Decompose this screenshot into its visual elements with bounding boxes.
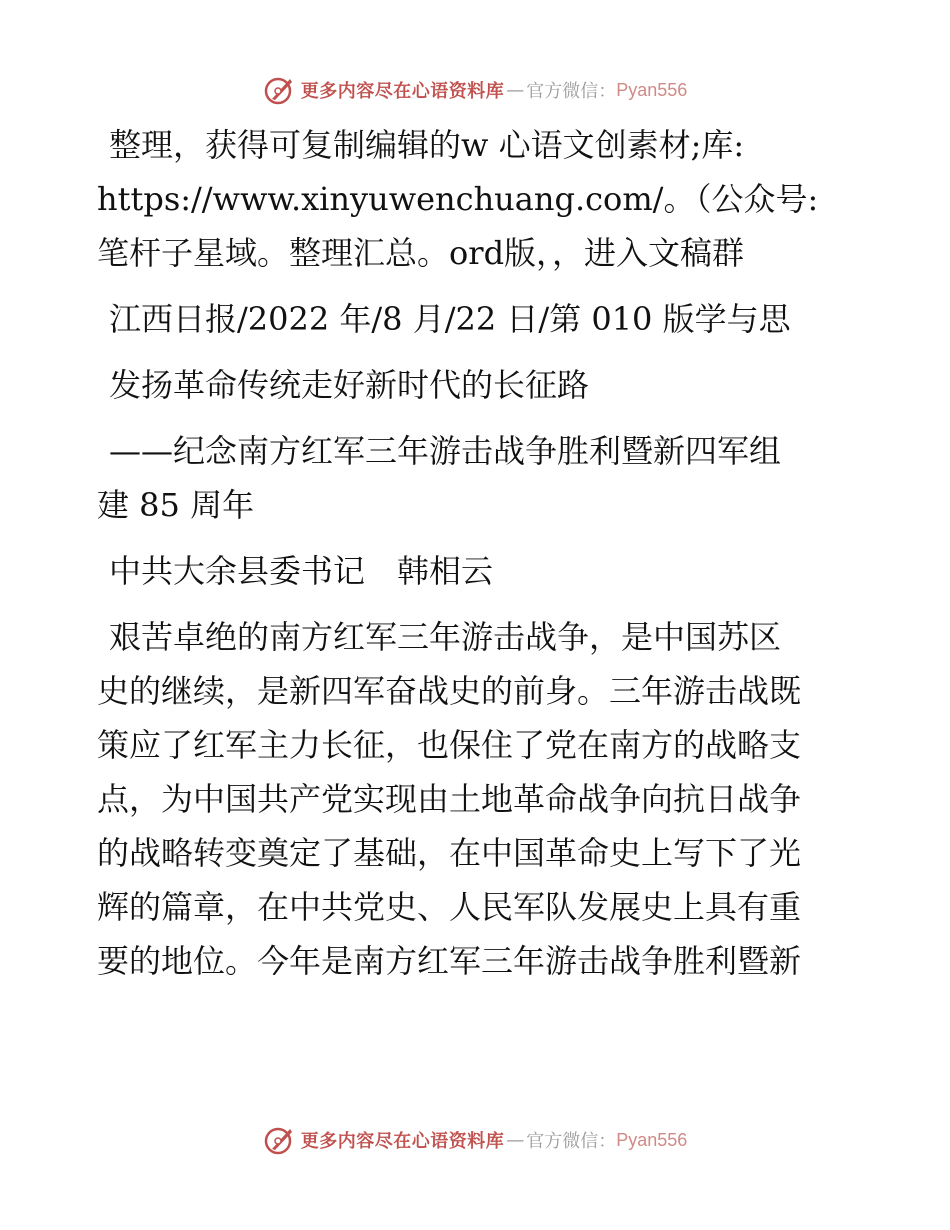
body-line: 点，为中国共产党实现由土地革命战争向抗日战争 (97, 780, 802, 818)
article-title: 发扬革命传统走好新时代的长征路 (109, 366, 590, 404)
banner-separator: — (506, 1129, 525, 1151)
body-line: 辉的篇章，在中共党史、人民军队发展史上具有重 (97, 888, 802, 926)
banner-official-label: 官方微信： (526, 1131, 617, 1152)
source-line: 江西日报/2022 年/8 月/22 日/第 010 版学与思 (109, 300, 791, 338)
intro-line: https://www.xinyuwenchuang.com/。（公众号: (97, 180, 819, 218)
body-line: 要的地位。今年是南方红军三年游击战争胜利暨新 (97, 942, 802, 980)
banner-brand-text: 更多内容尽在心语资料库 (300, 1131, 505, 1152)
author-line: 中共大余县委书记 韩相云 (109, 552, 494, 590)
header-banner (0, 70, 950, 110)
body-line: 史的继续，是新四军奋战史的前身。三年游击战既 (97, 672, 802, 710)
quill-pen-circle-icon (263, 73, 297, 107)
quill-pen-circle-icon (263, 1123, 297, 1157)
body-line: 艰苦卓绝的南方红军三年游击战争，是中国苏区 (109, 618, 782, 656)
document-body (97, 118, 867, 988)
banner-wechat-id: Pyan556 (616, 79, 688, 100)
intro-line: 笔杆子星域。整理汇总。ord版，，进入文稿群 (97, 234, 745, 272)
intro-line: 整理，获得可复制编辑的w 心语文创素材;库: (109, 126, 745, 164)
body-line: 策应了红军主力长征，也保住了党在南方的战略支 (97, 726, 802, 764)
body-line: 的战略转变奠定了基础，在中国革命史上写下了光 (97, 834, 802, 872)
banner-separator: — (506, 79, 525, 101)
article-subtitle: 建 85 周年 (97, 486, 255, 524)
footer-banner (0, 1120, 950, 1160)
banner-official-label: 官方微信： (526, 81, 617, 102)
article-subtitle: ——纪念南方红军三年游击战争胜利暨新四军组 (109, 432, 782, 470)
banner-wechat-id: Pyan556 (616, 1129, 688, 1150)
banner-brand-text: 更多内容尽在心语资料库 (300, 81, 505, 102)
